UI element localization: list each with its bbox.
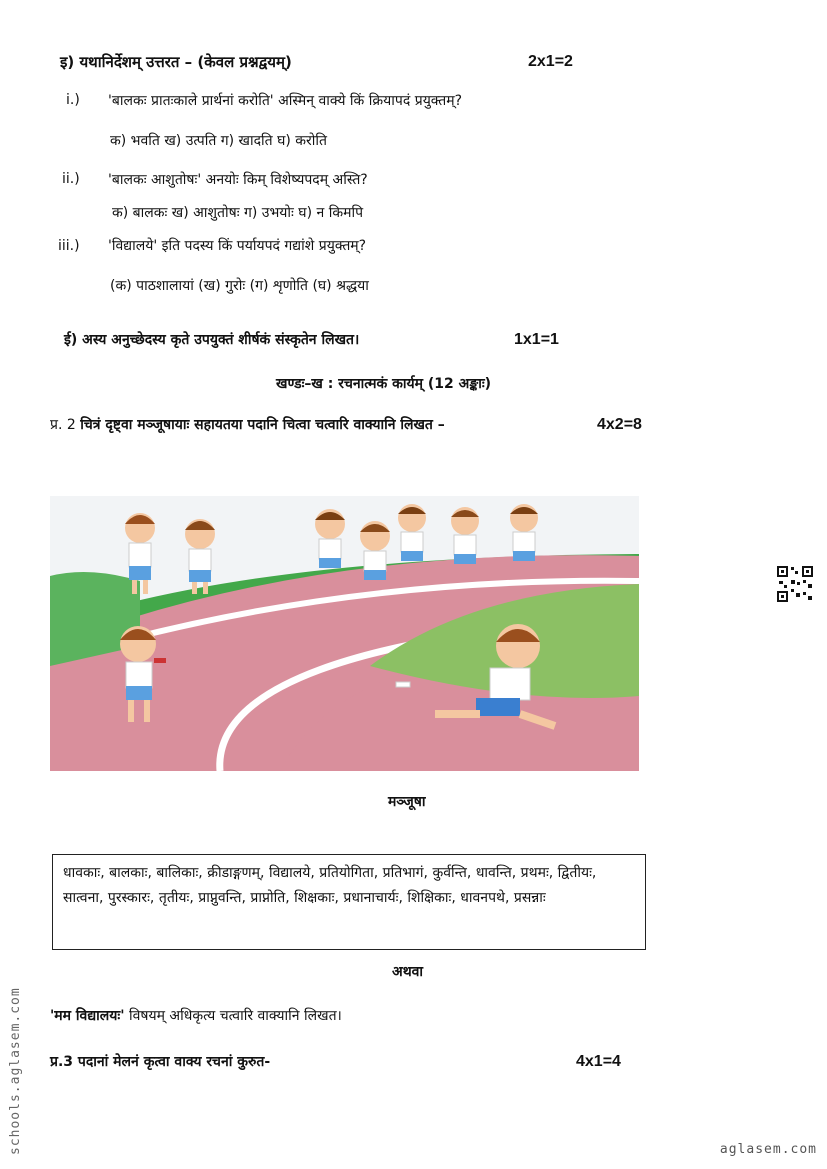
or-label: अथवा	[392, 964, 424, 980]
qr-code-icon	[776, 565, 814, 603]
q3-marks: 4x1=4	[576, 1053, 621, 1070]
question-number: ii.)	[62, 171, 80, 187]
alt-question-title: 'मम विद्यालयः'	[50, 1008, 125, 1024]
manjusha-word-box: धावकाः, बालकाः, बालिकाः, क्रीडाङ्गणम्, विद्यालये, प्रतियोगिता, प्रतिभागं, कुर्वन्ति, धावन्ति, प्रथमः, द्वितीयः, सात्वना, पुरस्कारः, तृतीयः, प्राप्नुवन्ति, प्राप्नोति, शिक्षकाः, प्रधानाचार्यः, शिक्षिकाः, धावनपथे, प्रसन्नाः	[52, 854, 646, 950]
child-figure	[510, 504, 538, 561]
child-figure	[398, 504, 426, 561]
khanda-title: खण्डः–ख : रचनात्मकं कार्यम् (12 अङ्काः)	[276, 376, 492, 392]
q2-prefix: प्र. 2	[50, 417, 76, 433]
question-options: क) बालकः ख) आशुतोषः ग) उभयोः घ) न किमपि	[112, 205, 364, 221]
relay-baton	[396, 682, 410, 687]
side-watermark: schools.aglasem.com	[8, 987, 23, 1155]
question-options: (क) पाठशालायां (ख) गुरोः (ग) शृणोति (घ) श्रद्धया	[110, 278, 369, 294]
child-figure	[315, 509, 345, 568]
race-illustration	[50, 496, 639, 771]
question-text: 'विद्यालये' इति पदस्य किं पर्यायपदं गद्यांशे प्रयुक्तम्?	[108, 238, 367, 254]
section-heading-ee: ई) अस्य अनुच्छेदस्य कृते उपयुक्तं शीर्षकं संस्कृतेन लिखत।	[64, 332, 360, 348]
section-ee-marks: 1x1=1	[514, 331, 559, 348]
question-text: 'बालकः आशुतोषः' अनयोः किम् विशेष्यपदम् अस्ति?	[108, 172, 368, 188]
alt-question-text: विषयम् अधिकृत्य चत्वारि वाक्यानि लिखत।	[124, 1008, 342, 1024]
section-e-marks: 2x1=2	[528, 53, 573, 70]
footer-watermark: aglasem.com	[719, 1142, 817, 1157]
child-figure	[451, 507, 479, 564]
q2-text: चित्रं दृष्ट्वा मञ्जूषायाः सहायतया पदानि चित्वा चत्वारि वाक्यानि लिखत –	[80, 417, 445, 433]
question-text: 'बालकः प्रातःकाले प्रार्थनां करोति' अस्मिन् वाक्ये किं क्रियापदं प्रयुक्तम्?	[108, 93, 463, 109]
child-figure	[360, 521, 390, 580]
question-number: i.)	[66, 92, 80, 108]
q2-line	[50, 415, 445, 434]
question-number: iii.)	[58, 238, 80, 254]
q3-text: प्र.3 पदानां मेलनं कृत्वा वाक्य रचनां कुरुत-	[50, 1054, 271, 1070]
q2-marks: 4x2=8	[597, 416, 642, 433]
section-heading-e: इ) यथानिर्देशम् उत्तरत – (केवल प्रश्नद्वयम्)	[60, 53, 292, 71]
relay-baton	[154, 658, 166, 663]
question-options: क) भवति ख) उत्पति ग) खादति घ) करोति	[110, 133, 328, 149]
alt-question	[50, 1006, 342, 1025]
manjusha-title: मञ्जूषा	[388, 794, 426, 810]
